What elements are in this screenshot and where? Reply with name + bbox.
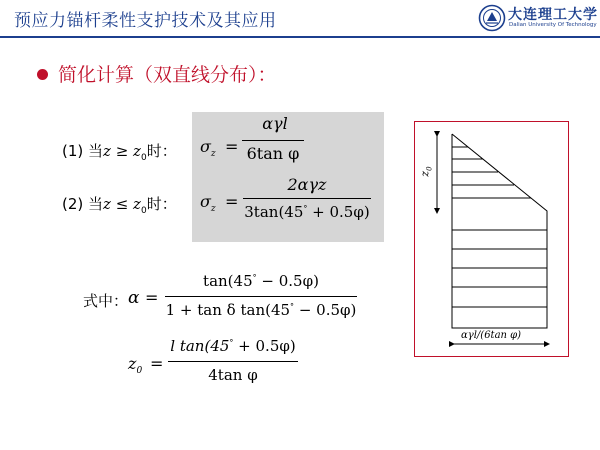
alpha-denominator bbox=[165, 301, 357, 319]
alpha-num-part-b: − 0.5φ) bbox=[256, 272, 319, 290]
z0-num-part-a: l tan(45 bbox=[170, 337, 230, 355]
case1-condition bbox=[62, 140, 177, 163]
z0-sub: 0 bbox=[136, 366, 143, 377]
sigma-symbol: σ bbox=[200, 192, 211, 211]
case1-cond: z ≥ z bbox=[103, 142, 141, 160]
case1-fraction-bar bbox=[242, 140, 304, 141]
z0-letter: z bbox=[128, 354, 137, 373]
case2-fraction-bar bbox=[243, 198, 371, 199]
case2-denominator bbox=[243, 203, 371, 221]
sigma-sub: z bbox=[210, 149, 216, 160]
university-logo bbox=[478, 2, 596, 34]
case1-denominator: 6tan φ bbox=[246, 144, 300, 163]
alpha-num-part-a: tan(45 bbox=[203, 272, 253, 290]
z0-denominator: 4tan φ bbox=[208, 366, 258, 384]
case2-den-part-a: 3tan(45 bbox=[244, 203, 304, 221]
sigma-symbol: σ bbox=[200, 137, 211, 156]
degree-sign: ° bbox=[303, 204, 308, 213]
case2-sigma bbox=[200, 192, 216, 214]
sigma-sub: z bbox=[210, 204, 216, 215]
case1-cond-sub: 0 bbox=[140, 153, 147, 163]
pressure-outline bbox=[452, 134, 547, 328]
case1-tail: 时： bbox=[146, 142, 177, 160]
case2-condition bbox=[62, 193, 177, 216]
case2-numerator: 2αγz bbox=[287, 175, 327, 194]
section-title: 简化计算（双直线分布）： bbox=[58, 64, 277, 86]
header-divider bbox=[0, 36, 600, 38]
z0-num-part-b: + 0.5φ) bbox=[233, 337, 296, 355]
bullet-icon bbox=[37, 69, 48, 80]
z0-equals: = bbox=[150, 354, 164, 373]
pressure-diagram bbox=[415, 122, 567, 355]
university-name-en: Dalian University Of Technology bbox=[509, 22, 597, 28]
case1-numerator: αγl bbox=[262, 114, 288, 133]
z0-numerator bbox=[168, 337, 298, 355]
case1-equals: = bbox=[225, 137, 239, 156]
pressure-diagram-frame bbox=[414, 121, 569, 357]
where-label: 式中： bbox=[83, 292, 129, 310]
case2-den-part-b: + 0.5φ) bbox=[307, 203, 370, 221]
alpha-fraction-bar bbox=[165, 296, 357, 297]
z0-dim-sub: 0 bbox=[425, 166, 434, 171]
alpha-den-part-b: − 0.5φ) bbox=[294, 301, 357, 319]
case1-label: (1) 当 bbox=[62, 142, 104, 160]
z0-dimension-label bbox=[419, 166, 434, 176]
alpha-numerator bbox=[165, 272, 357, 290]
degree-sign: ° bbox=[290, 302, 295, 311]
alpha-den-part-a: 1 + tan δ tan(45 bbox=[165, 301, 291, 319]
case2-equals: = bbox=[225, 192, 239, 211]
z0-fraction-bar bbox=[168, 361, 298, 362]
case1-sigma bbox=[200, 137, 216, 159]
case2-label: (2) 当 bbox=[62, 195, 104, 213]
slide-header bbox=[0, 0, 600, 36]
case2-tail: 时： bbox=[146, 195, 177, 213]
z0-dim-letter: z bbox=[418, 170, 432, 177]
university-name-cn: 大连理工大学 bbox=[508, 7, 598, 23]
case2-cond-sub: 0 bbox=[140, 206, 147, 216]
alpha-equals: = bbox=[145, 288, 159, 307]
alpha-symbol: α bbox=[128, 288, 140, 308]
course-title: 预应力锚杆柔性支护技术及其应用 bbox=[14, 11, 277, 31]
case2-cond: z ≤ z bbox=[103, 195, 141, 213]
width-dimension-label: αγl/(6tan φ) bbox=[461, 330, 522, 341]
degree-sign: ° bbox=[252, 273, 257, 282]
university-seal-icon bbox=[478, 4, 506, 32]
z0-symbol bbox=[128, 354, 142, 376]
degree-sign: ° bbox=[229, 338, 234, 347]
